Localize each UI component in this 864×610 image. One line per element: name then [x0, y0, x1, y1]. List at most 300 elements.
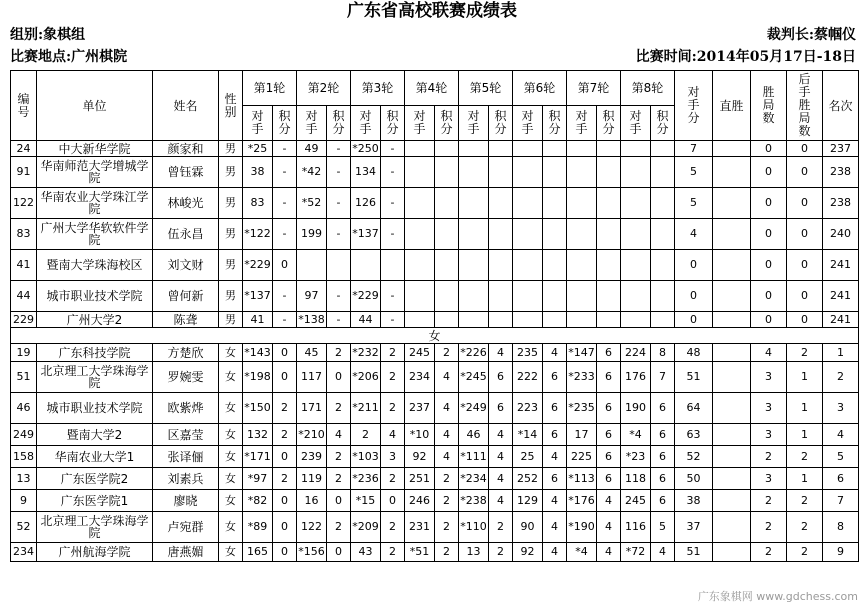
cell-points: 7 [651, 362, 675, 393]
cell-direct-win [713, 490, 751, 512]
table-row [11, 424, 859, 446]
cell-opp-score: 48 [675, 344, 713, 362]
cell-opponent: *232 [351, 344, 381, 362]
cell-points: 3 [381, 446, 405, 468]
cell-points: 0 [273, 446, 297, 468]
cell-points: 4 [543, 490, 567, 512]
cell-unit: 广东医学院2 [37, 468, 153, 490]
cell-opp-score: 7 [675, 141, 713, 157]
cell-opponent: *236 [351, 468, 381, 490]
cell-opponent [405, 157, 435, 188]
cell-unit: 广州航海学院 [37, 543, 153, 562]
opponent-subheader [513, 106, 543, 141]
cell-opponent: *210 [297, 424, 327, 446]
cell-points [489, 250, 513, 281]
cell-opponent: 246 [405, 490, 435, 512]
cell-points: - [381, 219, 405, 250]
cell-points: 0 [273, 543, 297, 562]
cell-points: 2 [381, 393, 405, 424]
cell-opponent: *238 [459, 490, 489, 512]
col-second-wins-header [787, 71, 823, 141]
cell-opponent: *211 [351, 393, 381, 424]
cell-direct-win [713, 468, 751, 490]
cell-opp-score: 64 [675, 393, 713, 424]
cell-gender: 女 [219, 543, 243, 562]
cell-opponent: *137 [243, 281, 273, 312]
cell-points: - [327, 219, 351, 250]
cell-wins: 0 [751, 157, 787, 188]
cell-unit: 华南师范大学增城学院 [37, 157, 153, 188]
cell-points: 4 [543, 344, 567, 362]
cell-points: 4 [543, 446, 567, 468]
cell-points: 4 [597, 512, 621, 543]
cell-opponent [351, 250, 381, 281]
cell-opponent: *82 [243, 490, 273, 512]
cell-opponent: *143 [243, 344, 273, 362]
cell-rank: 8 [823, 512, 859, 543]
cell-no: 51 [11, 362, 37, 393]
cell-opponent: *229 [243, 250, 273, 281]
cell-points: 4 [435, 424, 459, 446]
cell-points [597, 281, 621, 312]
cell-opponent [513, 312, 543, 328]
cell-opponent: *138 [298, 312, 325, 326]
round-header-1: 第1轮 [243, 71, 297, 106]
round-header-8: 第8轮 [621, 71, 675, 106]
cell-name: 曾钰霖 [153, 157, 219, 188]
cell-opponent: *171 [243, 446, 273, 468]
section-women-label: 女 [11, 328, 859, 344]
cell-opponent: 165 [243, 543, 273, 562]
table-row [11, 362, 859, 393]
cell-name: 欧紫烨 [153, 393, 219, 424]
cell-name: 陈聋 [153, 312, 219, 328]
cell-opp-score: 0 [675, 281, 713, 312]
cell-points: - [327, 281, 351, 312]
cell-opponent: *103 [351, 446, 381, 468]
cell-no: 9 [11, 490, 37, 512]
cell-opponent: *52 [297, 188, 327, 219]
cell-opponent: 49 [297, 141, 327, 157]
cell-points [651, 312, 675, 328]
cell-points: 6 [597, 344, 621, 362]
cell-points [327, 250, 351, 281]
cell-second-wins: 0 [787, 141, 823, 157]
opponent-subheader [459, 106, 489, 141]
round-header-4: 第4轮 [405, 71, 459, 106]
cell-opponent: 41 [243, 312, 273, 328]
cell-rank: 237 [823, 141, 859, 157]
cell-opponent [567, 157, 597, 188]
cell-opponent [459, 312, 489, 328]
cell-points: 2 [435, 468, 459, 490]
cell-opponent [459, 219, 489, 250]
cell-name: 颜家和 [153, 141, 219, 157]
cell-gender: 男 [219, 141, 243, 157]
cell-points: 2 [381, 362, 405, 393]
cell-unit: 暨南大学2 [37, 424, 153, 446]
cell-opponent: *51 [405, 543, 435, 562]
cell-name: 曾何新 [153, 281, 219, 312]
cell-points: 6 [597, 424, 621, 446]
cell-unit: 华南农业大学珠江学院 [37, 188, 153, 219]
table-row [11, 446, 859, 468]
points-subheader [435, 106, 459, 141]
cell-opponent: *23 [621, 446, 651, 468]
results-table [10, 70, 859, 562]
cell-points: 4 [489, 424, 513, 446]
cell-no: 24 [11, 141, 37, 157]
cell-name: 卢宛群 [153, 512, 219, 543]
cell-opponent: 199 [297, 219, 327, 250]
cell-points: 2 [435, 344, 459, 362]
cell-name: 伍永昌 [153, 219, 219, 250]
cell-opponent: *111 [459, 446, 489, 468]
cell-opponent: *4 [621, 424, 651, 446]
cell-opponent: 119 [297, 468, 327, 490]
cell-opponent [297, 250, 327, 281]
cell-opponent: 223 [513, 393, 543, 424]
col-no-header-text: 编号 [17, 91, 30, 119]
cell-direct-win [713, 344, 751, 362]
cell-opponent: *147 [567, 344, 597, 362]
cell-wins: 2 [751, 512, 787, 543]
cell-opponent: 118 [621, 468, 651, 490]
table-row [11, 393, 859, 424]
cell-no: 229 [11, 312, 37, 328]
cell-points: - [273, 281, 297, 312]
cell-opponent: 224 [621, 344, 651, 362]
cell-points: 4 [651, 543, 675, 562]
cell-opponent: *10 [405, 424, 435, 446]
points-subheader [273, 106, 297, 141]
round-header-7: 第7轮 [567, 71, 621, 106]
cell-points: 8 [651, 344, 675, 362]
cell-unit: 北京理工大学珠海学院 [37, 512, 153, 543]
cell-opponent: *14 [513, 424, 543, 446]
points-subheader-text: 积分 [602, 109, 615, 136]
cell-opponent: 38 [243, 157, 273, 188]
cell-opponent: 231 [405, 512, 435, 543]
cell-opponent: 25 [513, 446, 543, 468]
cell-points: 6 [651, 490, 675, 512]
col-unit-header: 单位 [37, 71, 153, 141]
cell-opp-score: 38 [675, 490, 713, 512]
cell-opponent [405, 312, 435, 328]
cell-wins: 2 [751, 490, 787, 512]
cell-direct-win [713, 312, 751, 328]
cell-points [435, 281, 459, 312]
col-gender-header [219, 71, 243, 141]
opponent-subheader [567, 106, 597, 141]
cell-opponent: 2 [351, 424, 381, 446]
cell-opponent: 239 [297, 446, 327, 468]
cell-points [597, 250, 621, 281]
cell-no: 249 [11, 424, 37, 446]
cell-points: 6 [651, 446, 675, 468]
cell-points: 4 [489, 446, 513, 468]
cell-unit: 北京理工大学珠海学院 [37, 362, 153, 393]
cell-points: 4 [597, 543, 621, 562]
cell-opponent [567, 250, 597, 281]
cell-direct-win [713, 157, 751, 188]
cell-rank: 7 [823, 490, 859, 512]
cell-opponent: 46 [459, 424, 489, 446]
cell-points: 2 [435, 512, 459, 543]
cell-opp-score: 37 [675, 512, 713, 543]
table-row [11, 468, 859, 490]
cell-points [651, 250, 675, 281]
cell-opponent: *229 [351, 281, 381, 312]
cell-no: 83 [11, 219, 37, 250]
cell-no: 46 [11, 393, 37, 424]
cell-opponent: *15 [351, 490, 381, 512]
cell-name: 刘文财 [153, 250, 219, 281]
cell-points: - [327, 312, 351, 328]
cell-points: 6 [597, 362, 621, 393]
cell-rank: 241 [823, 281, 859, 312]
opponent-subheader [297, 106, 327, 141]
cell-points [381, 250, 405, 281]
cell-points: 6 [651, 393, 675, 424]
cell-direct-win [713, 446, 751, 468]
cell-opponent: 122 [297, 512, 327, 543]
cell-points [435, 312, 459, 328]
cell-points [543, 281, 567, 312]
cell-opponent: 132 [243, 424, 273, 446]
cell-wins: 2 [751, 446, 787, 468]
cell-opponent: 225 [567, 446, 597, 468]
cell-gender: 男 [219, 250, 243, 281]
cell-name: 张译俪 [153, 446, 219, 468]
cell-opponent: 90 [513, 512, 543, 543]
cell-opponent: 129 [513, 490, 543, 512]
cell-second-wins: 1 [787, 393, 823, 424]
cell-opponent [513, 250, 543, 281]
cell-wins: 3 [751, 424, 787, 446]
cell-points: 2 [381, 468, 405, 490]
cell-wins: 0 [751, 188, 787, 219]
cell-wins: 0 [751, 141, 787, 157]
opponent-subheader [621, 106, 651, 141]
cell-points [597, 219, 621, 250]
cell-wins: 3 [751, 362, 787, 393]
cell-points [543, 250, 567, 281]
cell-points: 2 [327, 512, 351, 543]
cell-rank: 4 [823, 424, 859, 446]
opponent-subheader [351, 106, 381, 141]
cell-no: 52 [11, 512, 37, 543]
cell-opponent [405, 250, 435, 281]
cell-opponent [567, 312, 597, 328]
cell-no: 44 [11, 281, 37, 312]
cell-points: - [381, 141, 405, 157]
cell-opponent [459, 281, 489, 312]
cell-opponent: 176 [621, 362, 651, 393]
cell-rank: 9 [823, 543, 859, 562]
cell-points [489, 157, 513, 188]
cell-opponent: *110 [459, 512, 489, 543]
cell-opponent: 251 [405, 468, 435, 490]
cell-second-wins: 1 [787, 424, 823, 446]
cell-unit: 华南农业大学1 [37, 446, 153, 468]
cell-opponent [621, 312, 651, 328]
cell-opponent: 245 [621, 490, 651, 512]
cell-opponent [459, 141, 489, 157]
cell-opponent [513, 141, 543, 157]
cell-points: - [381, 312, 405, 328]
points-subheader [489, 106, 513, 141]
cell-no: 122 [11, 188, 37, 219]
cell-opponent [405, 188, 435, 219]
table-row [11, 512, 859, 543]
col-second-wins-header-text: 后手胜局数 [798, 72, 811, 138]
cell-rank: 6 [823, 468, 859, 490]
cell-points: 2 [273, 393, 297, 424]
cell-rank: 241 [823, 312, 859, 328]
cell-opponent: *190 [567, 512, 597, 543]
cell-rank: 238 [823, 188, 859, 219]
cell-unit: 城市职业技术学院 [37, 393, 153, 424]
cell-opponent: 17 [567, 424, 597, 446]
cell-gender: 女 [219, 393, 243, 424]
cell-points: - [327, 141, 351, 157]
cell-direct-win [713, 543, 751, 562]
cell-points [435, 157, 459, 188]
cell-points: 2 [381, 344, 405, 362]
cell-points: 4 [489, 344, 513, 362]
table-row [11, 312, 859, 328]
cell-gender: 女 [219, 512, 243, 543]
cell-second-wins: 0 [787, 250, 823, 281]
cell-opponent [459, 157, 489, 188]
points-subheader-text: 积分 [656, 109, 669, 136]
points-subheader-text: 积分 [494, 109, 507, 136]
cell-second-wins: 0 [787, 312, 823, 328]
cell-points [489, 312, 513, 328]
cell-second-wins: 0 [787, 281, 823, 312]
cell-points [651, 281, 675, 312]
cell-points [489, 281, 513, 312]
cell-opp-score: 50 [675, 468, 713, 490]
cell-points [435, 188, 459, 219]
cell-opponent: 252 [513, 468, 543, 490]
points-subheader-text: 积分 [548, 109, 561, 136]
opponent-subheader-text: 对手 [629, 109, 642, 136]
cell-points: 6 [543, 468, 567, 490]
cell-opp-score: 63 [675, 424, 713, 446]
cell-points [543, 157, 567, 188]
col-opp-score-header [675, 71, 713, 141]
col-gender-header-text: 性别 [224, 91, 237, 119]
cell-opponent: 92 [405, 446, 435, 468]
cell-opponent: *137 [351, 219, 381, 250]
points-subheader [381, 106, 405, 141]
cell-opponent: *97 [243, 468, 273, 490]
cell-second-wins: 0 [787, 188, 823, 219]
time-label: 比赛时间:2014年05月17日-18日 [635, 49, 856, 65]
cell-opponent: *25 [243, 141, 273, 157]
results-body [11, 71, 859, 562]
table-row [11, 141, 859, 157]
opponent-subheader-text: 对手 [467, 109, 480, 136]
cell-points: 4 [327, 424, 351, 446]
cell-opponent: 237 [405, 393, 435, 424]
cell-rank: 238 [823, 157, 859, 188]
cell-gender: 女 [219, 344, 243, 362]
cell-points [651, 141, 675, 157]
cell-second-wins: 2 [787, 543, 823, 562]
cell-opponent [567, 188, 597, 219]
cell-points: 4 [435, 393, 459, 424]
cell-opponent: *42 [297, 157, 327, 188]
round-header-5: 第5轮 [459, 71, 513, 106]
cell-gender: 男 [219, 219, 243, 250]
cell-gender: 女 [219, 446, 243, 468]
table-row [11, 281, 859, 312]
cell-points [543, 219, 567, 250]
cell-opponent: 43 [351, 543, 381, 562]
cell-gender: 男 [219, 157, 243, 188]
cell-points: - [273, 219, 297, 250]
cell-name: 方楚欣 [153, 344, 219, 362]
cell-points [489, 141, 513, 157]
cell-points: 6 [651, 424, 675, 446]
cell-opponent: 116 [621, 512, 651, 543]
cell-second-wins: 2 [787, 512, 823, 543]
cell-points: 2 [327, 393, 351, 424]
cell-opponent [405, 281, 435, 312]
cell-wins: 0 [751, 219, 787, 250]
cell-opponent: 134 [351, 157, 381, 188]
cell-direct-win [713, 393, 751, 424]
cell-rank: 1 [823, 344, 859, 362]
cell-opp-score: 4 [675, 219, 713, 250]
cell-no: 91 [11, 157, 37, 188]
cell-second-wins: 2 [787, 490, 823, 512]
points-subheader-text: 积分 [278, 109, 291, 136]
cell-name: 区嘉莹 [153, 424, 219, 446]
cell-points: 6 [543, 393, 567, 424]
opponent-subheader-text: 对手 [359, 109, 372, 136]
cell-unit: 城市职业技术学院 [37, 281, 153, 312]
cell-opp-score: 0 [675, 312, 713, 328]
cell-points: 0 [273, 344, 297, 362]
cell-points [597, 188, 621, 219]
cell-opponent [513, 281, 543, 312]
table-row [11, 250, 859, 281]
cell-gender: 男 [219, 281, 243, 312]
cell-points [597, 312, 621, 328]
cell-rank: 5 [823, 446, 859, 468]
cell-points: 0 [273, 512, 297, 543]
cell-opponent: 235 [513, 344, 543, 362]
cell-points: 2 [381, 512, 405, 543]
opponent-subheader-text: 对手 [413, 109, 426, 136]
cell-points: 0 [273, 362, 297, 393]
cell-points [543, 141, 567, 157]
cell-opponent: *235 [567, 393, 597, 424]
cell-opponent: 171 [297, 393, 327, 424]
cell-opponent [459, 250, 489, 281]
cell-opponent: 126 [351, 188, 381, 219]
cell-opponent [513, 157, 543, 188]
watermark: 广东象棋网 www.gdchess.com [697, 590, 858, 603]
cell-second-wins: 1 [787, 362, 823, 393]
cell-gender: 女 [219, 490, 243, 512]
cell-opponent: 245 [405, 344, 435, 362]
cell-points: 4 [543, 512, 567, 543]
